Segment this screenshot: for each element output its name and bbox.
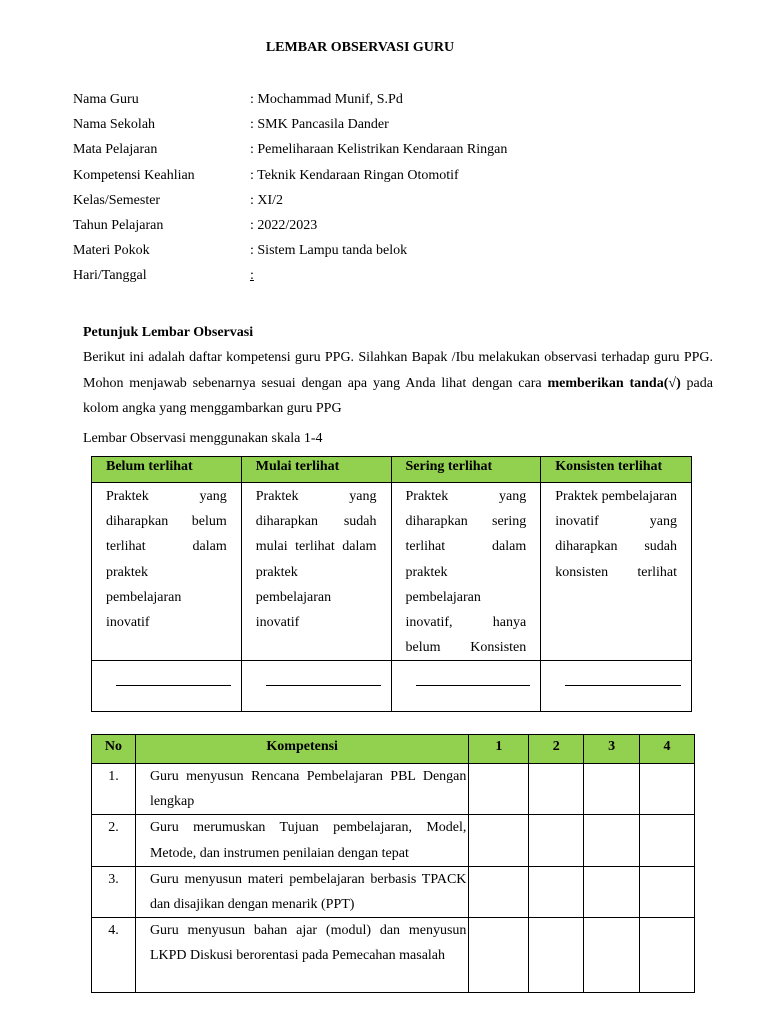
header-kompetensi: Kompetensi (135, 735, 468, 764)
competency-text: Guru menyusun materi pembelajaran berbasis TPACK dan disajikan dengan menarik (PPT) (135, 866, 468, 917)
info-row-kelas-semester (73, 190, 507, 215)
instructions-text-part-2: pada kolom angka yang menggambarkan guru PPG (83, 375, 713, 416)
info-row-materi-pokok (73, 240, 507, 265)
competency-text: Guru menyusun Rencana Pembelajaran PBL Dengan lengkap (135, 764, 468, 815)
header-score-2: 2 (529, 735, 584, 764)
info-row-hari-tanggal (73, 265, 507, 290)
row-number: 4. (92, 918, 136, 993)
score-cell-2[interactable] (529, 918, 584, 993)
info-row-tahun-pelajaran (73, 215, 507, 240)
score-cell-2[interactable] (529, 764, 584, 815)
info-value: : Pemeliharaan Kelistrikan Kendaraan Ringan (250, 142, 508, 158)
document-title: LEMBAR OBSERVASI GURU (265, 40, 455, 55)
info-label: Materi Pokok (73, 243, 150, 259)
instructions-text-bold: memberikan tanda(√) (547, 375, 681, 391)
competency-text: Guru merumuskan Tujuan pembelajaran, Model, Metode, dan instrumen penilaian dengan tepat (135, 815, 468, 866)
info-row-kompetensi-keahlian (73, 165, 507, 190)
row-number: 3. (92, 866, 136, 917)
info-label: Tahun Pelajaran (73, 217, 164, 233)
scale-header-belum: Belum terlihat (92, 457, 242, 483)
scale-desc-belum: Praktek yang diharapkan belum terlihat dalam praktek pembelajaran inovatif (92, 483, 242, 661)
instructions-text-part-1: Berikut ini adalah daftar kompetensi guru PPG. Silahkan Bapak /Ibu melakukan observasi terhadap guru PPG. Mohon menjawab sebenarnya sesuai dengan apa yang Anda lihat dengan cara (83, 350, 713, 391)
info-label: Mata Pelajaran (73, 142, 158, 158)
info-label: Nama Sekolah (73, 117, 156, 133)
scale-header-row (92, 457, 692, 483)
blank-line (416, 685, 531, 686)
info-label: Nama Guru (73, 92, 139, 107)
score-cell-3[interactable] (584, 866, 640, 917)
info-label: Hari/Tanggal (73, 268, 147, 284)
blank-line (266, 685, 381, 686)
header-no: No (92, 735, 136, 764)
info-value: : Mochammad Munif, S.Pd (250, 92, 403, 107)
info-label: Kompetensi Keahlian (73, 167, 195, 183)
info-value: : Sistem Lampu tanda belok (250, 243, 408, 259)
scale-table (91, 456, 692, 712)
scale-blank-cell (391, 661, 541, 712)
info-label: Kelas/Semester (73, 192, 161, 208)
scale-desc-sering: Praktek yang diharapkan sering terlihat dalam praktek pembelajaran inovatif, hanya belum Konsisten (391, 483, 541, 661)
competency-text: Guru menyusun bahan ajar (modul) dan menyusun LKPD Diskusi berorentasi pada Pemecahan masalah (135, 918, 468, 993)
blank-line (116, 685, 231, 686)
info-value: : SMK Pancasila Dander (250, 117, 389, 133)
info-value: : Teknik Kendaraan Ringan Otomotif (250, 167, 459, 183)
score-cell-1[interactable] (469, 918, 529, 993)
info-value: : 2022/2023 (250, 217, 318, 233)
header-score-4: 4 (640, 735, 695, 764)
table-row (92, 866, 695, 917)
score-cell-3[interactable] (584, 815, 640, 866)
score-cell-4[interactable] (640, 815, 695, 866)
scale-blank-cell (92, 661, 242, 712)
scale-header-mulai: Mulai terlihat (241, 457, 391, 483)
score-cell-4[interactable] (640, 918, 695, 993)
scale-header-sering: Sering terlihat (391, 457, 541, 483)
scale-line-row (92, 661, 692, 712)
table-row (92, 918, 695, 993)
info-value: : (250, 268, 254, 284)
identity-section (73, 89, 507, 291)
competency-table (91, 734, 695, 993)
instructions-section (83, 320, 713, 421)
scale-caption: Lembar Observasi menggunakan skala 1-4 (83, 431, 323, 446)
score-cell-1[interactable] (469, 815, 529, 866)
competency-header-row (92, 735, 695, 764)
row-number: 1. (92, 764, 136, 815)
header-score-3: 3 (584, 735, 640, 764)
table-row (92, 815, 695, 866)
info-row-nama-sekolah (73, 114, 507, 139)
instructions-text (83, 345, 713, 421)
score-cell-1[interactable] (469, 866, 529, 917)
table-row (92, 764, 695, 815)
info-row-mata-pelajaran (73, 139, 507, 164)
scale-desc-row (92, 483, 692, 661)
score-cell-3[interactable] (584, 918, 640, 993)
header-score-1: 1 (469, 735, 529, 764)
scale-blank-cell (241, 661, 391, 712)
info-value: : XI/2 (250, 192, 284, 208)
scale-desc-konsisten: Praktek pembelajaran inovatif yang diharapkan sudah konsisten terlihat (541, 483, 692, 661)
score-cell-3[interactable] (584, 764, 640, 815)
score-cell-2[interactable] (529, 866, 584, 917)
score-cell-4[interactable] (640, 764, 695, 815)
scale-header-konsisten: Konsisten terlihat (541, 457, 692, 483)
score-cell-1[interactable] (469, 764, 529, 815)
blank-line (565, 685, 681, 686)
row-number: 2. (92, 815, 136, 866)
info-row-nama-guru (73, 89, 507, 114)
instructions-title: Petunjuk Lembar Observasi (83, 325, 254, 340)
scale-blank-cell (541, 661, 692, 712)
scale-desc-mulai: Praktek yang diharapkan sudah mulai terlihat dalam praktek pembelajaran inovatif (241, 483, 391, 661)
score-cell-2[interactable] (529, 815, 584, 866)
score-cell-4[interactable] (640, 866, 695, 917)
